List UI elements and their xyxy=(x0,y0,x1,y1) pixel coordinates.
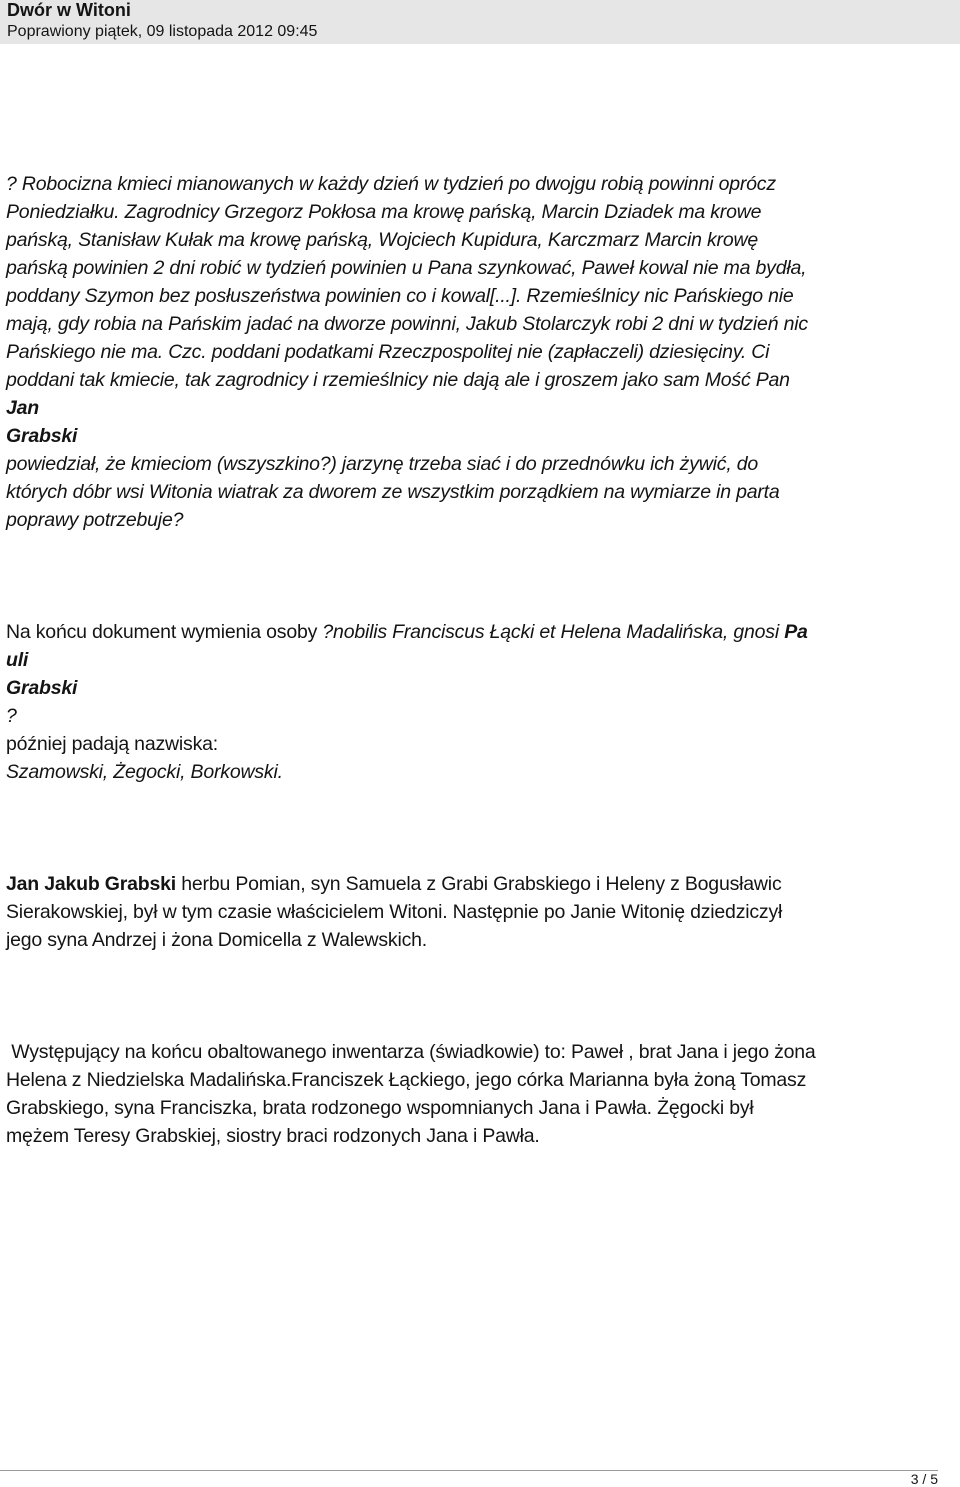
quote-line: powiedział, że kmieciom (wszyszkino?) jarzynę trzeba siać i do przednówku ich żywić, do xyxy=(6,453,759,475)
quote-line: poddany Szymon bez posłuszeństwa powinien co i kowal[...]. Rzemieślnicy nic Pańskiego nie xyxy=(6,285,794,307)
owner-line: jego syna Andrzej i żona Domicella z Walewskich. xyxy=(6,929,428,951)
witnesses-line: mężem Teresy Grabskiej, siostry braci rodzonych Jana i Pawła. xyxy=(6,1125,540,1147)
persons-intro: Na końcu dokument wymienia osoby xyxy=(6,621,323,643)
persons-name-surname: Grabski xyxy=(6,677,78,699)
quote-name-first: Jan xyxy=(6,397,40,419)
quote-line: poddani tak kmiecie, tak zagrodnicy i rzemieślnicy nie dają ale i groszem jako sam Mość Pan xyxy=(6,369,790,391)
modified-date: Poprawiony piątek, 09 listopada 2012 09:45 xyxy=(7,23,318,40)
quote-line: Pańskiego nie ma. Czc. poddani podatkami Rzeczpospolitej nie (zapłaczeli) dziesięciny. Ci xyxy=(6,341,770,363)
persons-question-mark: ? xyxy=(6,705,17,727)
persons-name-part: uli xyxy=(6,649,29,671)
owner-line xyxy=(6,870,958,898)
quote-line: pańską, Stanisław Kułak ma krowę pańską, Wojciech Kupidura, Karczmarz Marcin krowę xyxy=(6,229,758,251)
owner-line: Sierakowskiej, był w tym czasie właścicielem Witoni. Następnie po Janie Witonię dziedziczył xyxy=(6,901,783,923)
quote-line: Poniedziałku. Zagrodnicy Grzegorz Pokłosa ma krowę pańską, Marcin Dziadek ma krowe xyxy=(6,201,762,223)
inventory-quote xyxy=(6,170,958,534)
owner-paragraph xyxy=(6,870,958,954)
witnesses-line: Występujący na końcu obaltowanego inwentarza (świadkowie) to: Paweł , brat Jana i jego żona xyxy=(6,1041,816,1063)
quote-line: mają, gdy robia na Pańskim jadać na dworze powinni, Jakub Stolarczyk robi 2 dni w tydzień nic xyxy=(6,313,808,335)
persons-name-part: Pa xyxy=(784,621,808,643)
witnesses-line: Helena z Niedzielska Madalińska.Franciszek Łąckiego, jego córka Marianna była żoną Tomasz xyxy=(6,1069,807,1091)
surnames-list: Szamowski, Żegocki, Borkowski. xyxy=(6,761,283,783)
persons-section xyxy=(6,618,958,786)
quote-name-surname: Grabski xyxy=(6,425,78,447)
witnesses-paragraph xyxy=(6,1038,958,1150)
quote-line: poprawy potrzebuje? xyxy=(6,509,184,531)
quote-line: których dóbr wsi Witonia wiatrak za dworem ze wszystkim porządkiem na wymiarze in parta xyxy=(6,481,780,503)
owner-name: Jan Jakub Grabski xyxy=(6,873,177,895)
witnesses-line: Grabskiego, syna Franciszka, brata rodzonego wspomnianych Jana i Pawła. Żęgocki był xyxy=(6,1097,754,1119)
document-title: Dwór w Witoni xyxy=(7,0,131,20)
page-number: 3 / 5 xyxy=(910,1471,938,1487)
later-names-label: później padają nazwiska: xyxy=(6,733,219,755)
page-header xyxy=(0,0,960,44)
quote-line: pańską powinien 2 dni robić w tydzień powinien u Pana szynkować, Paweł kowal nie ma bydła, xyxy=(6,257,807,279)
quote-line: ? Robocizna kmieci mianowanych w każdy dzień w tydzień po dwojgu robią powinni oprócz xyxy=(6,173,776,195)
owner-line-text: herbu Pomian, syn Samuela z Grabi Grabskiego i Heleny z Bogusławic xyxy=(176,873,782,895)
footer-divider xyxy=(0,1470,938,1471)
persons-intro-line xyxy=(6,618,958,646)
persons-quote: ?nobilis Franciscus Łącki et Helena Madalińska, gnosi xyxy=(322,621,785,643)
